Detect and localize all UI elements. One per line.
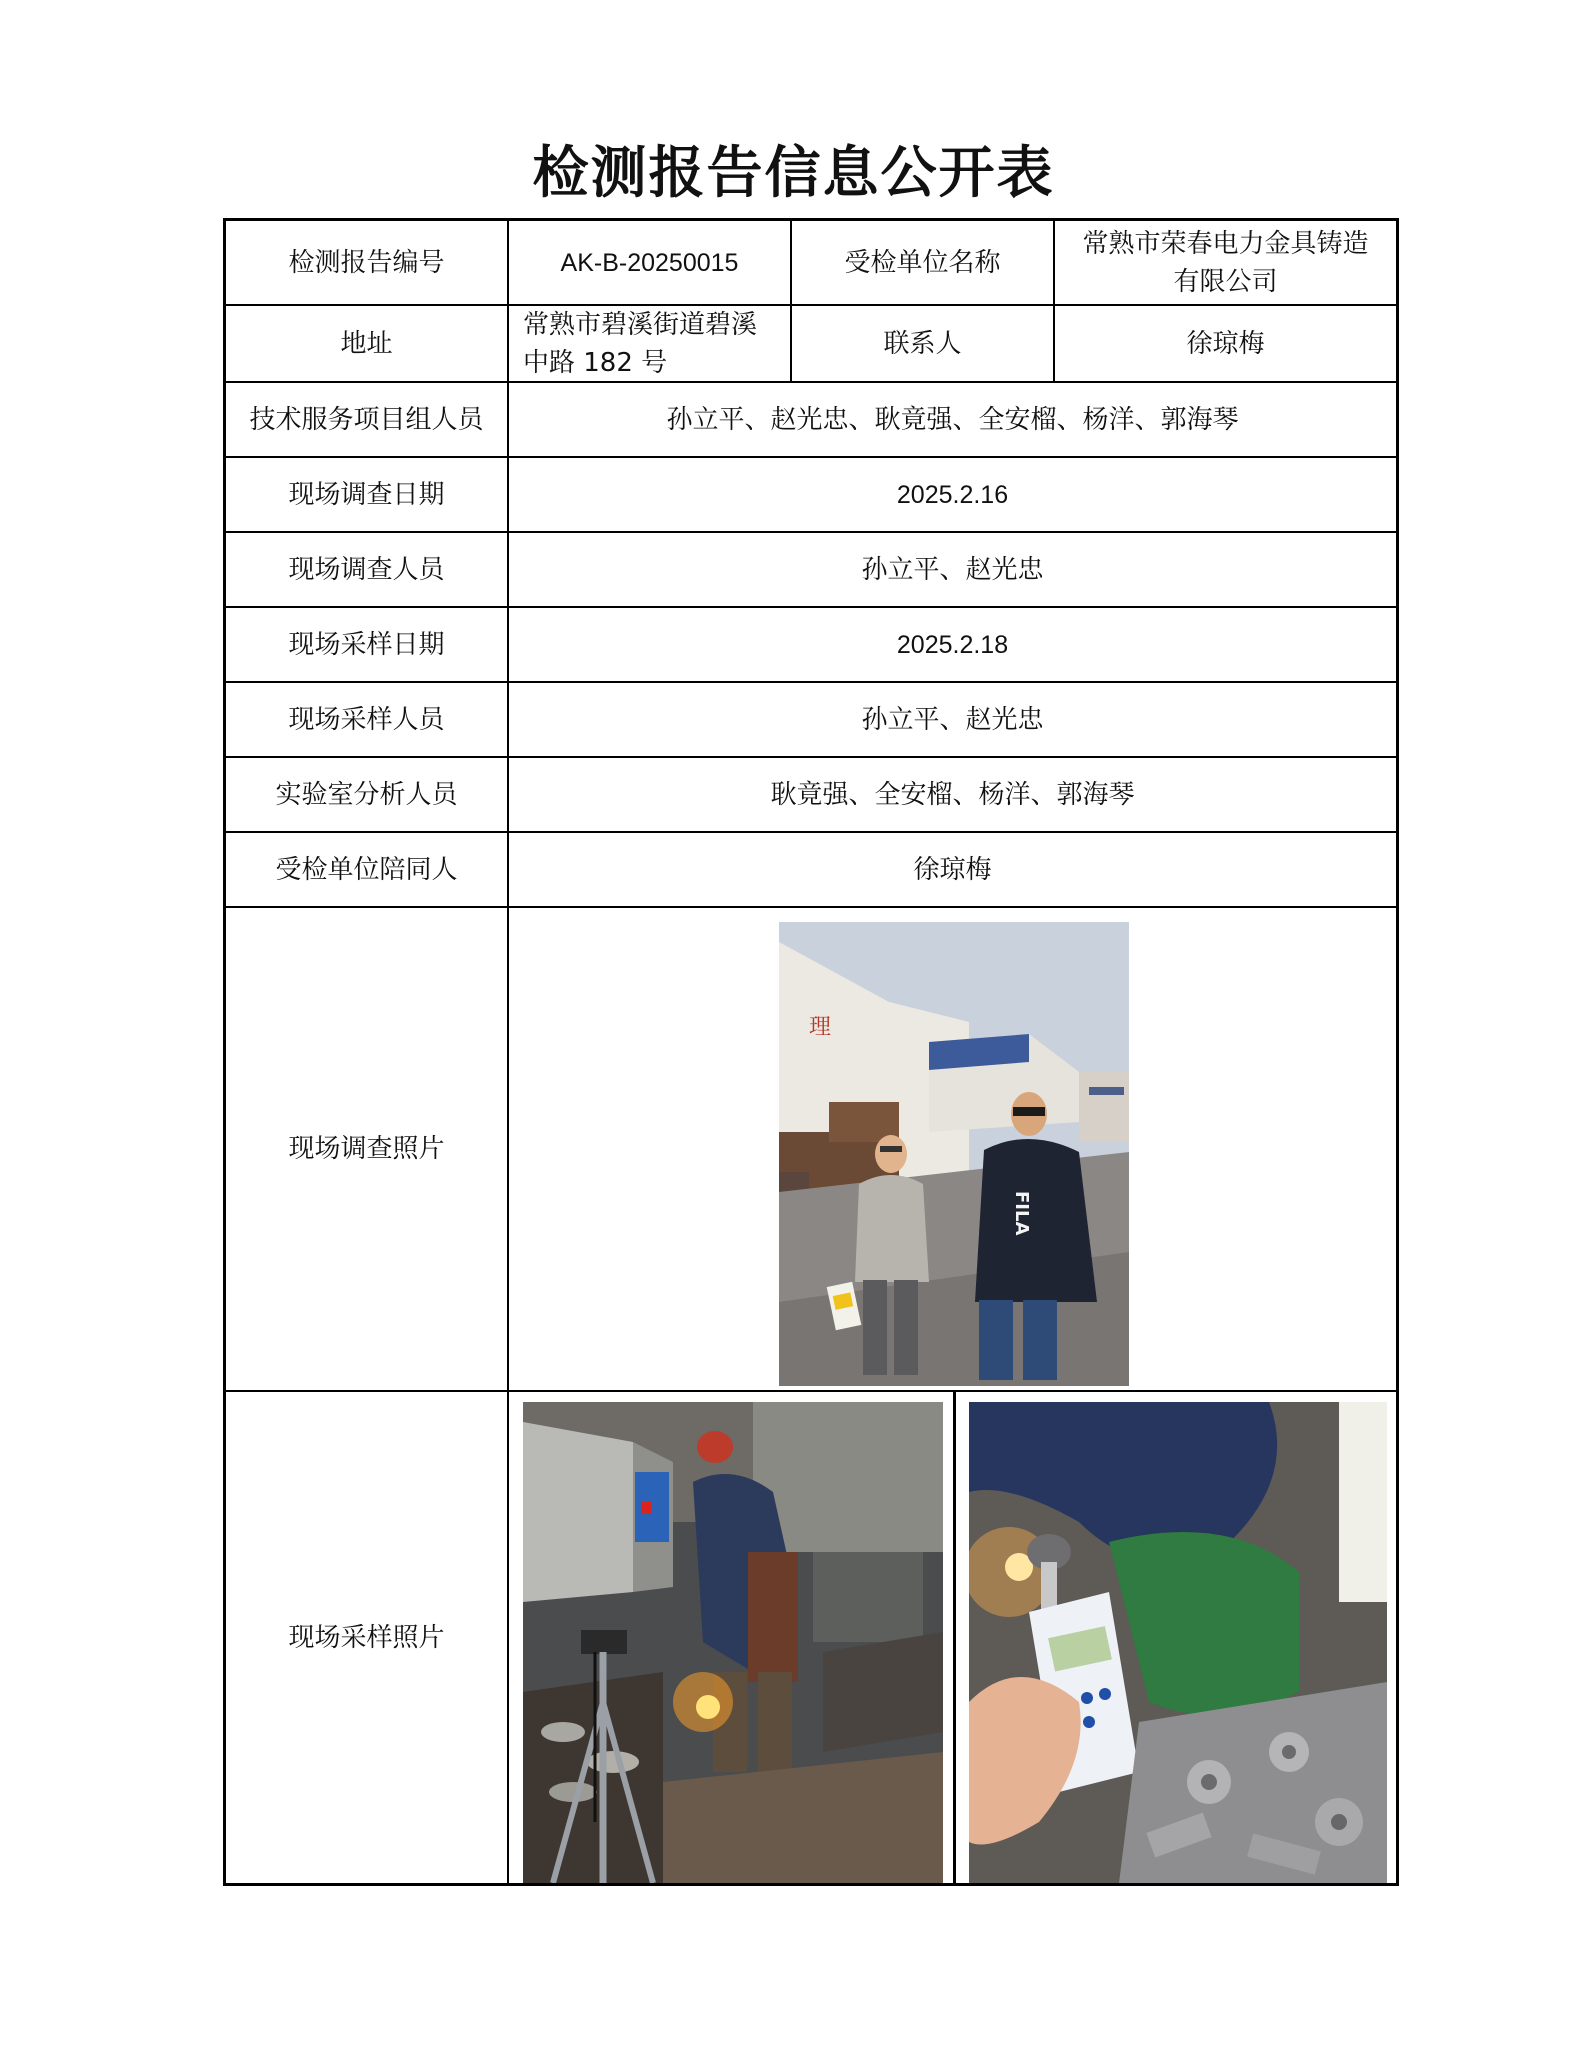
contact-value: 徐琼梅 bbox=[1186, 328, 1265, 359]
address-label: 地址 bbox=[226, 306, 509, 381]
row-lab-staff bbox=[226, 758, 1396, 833]
escort-label: 受检单位陪同人 bbox=[226, 833, 509, 906]
row-report-no bbox=[226, 221, 1396, 306]
unit-name-value: 常熟市荣春电力金具铸造有限公司 bbox=[1082, 228, 1369, 297]
survey-date-value: 2025.2.16 bbox=[896, 480, 1009, 509]
info-table bbox=[223, 218, 1399, 1886]
row-escort bbox=[226, 833, 1396, 908]
row-survey-date bbox=[226, 458, 1396, 533]
sign-text: 理 bbox=[809, 1015, 832, 1040]
unit-name-label: 受检单位名称 bbox=[792, 221, 1055, 304]
row-sampling-staff bbox=[226, 683, 1396, 758]
team-label: 技术服务项目组人员 bbox=[226, 383, 509, 456]
survey-date-label: 现场调查日期 bbox=[226, 458, 509, 531]
row-survey-staff bbox=[226, 533, 1396, 608]
address-value: 常熟市碧溪街道碧溪中路 182 号 bbox=[509, 306, 792, 381]
row-sampling-photos bbox=[226, 1392, 1396, 1883]
report-no-label: 检测报告编号 bbox=[226, 221, 509, 304]
contact-label: 联系人 bbox=[792, 306, 1055, 381]
sampling-photo-label: 现场采样照片 bbox=[226, 1392, 509, 1883]
survey-staff-label: 现场调查人员 bbox=[226, 533, 509, 606]
row-address bbox=[226, 306, 1396, 383]
photo-divider bbox=[953, 1392, 956, 1883]
survey-staff-value: 孙立平、赵光忠 bbox=[861, 554, 1044, 585]
sampling-photo-2 bbox=[969, 1402, 1387, 1883]
sampling-staff-label: 现场采样人员 bbox=[226, 683, 509, 756]
page-title: 检测报告信息公开表 bbox=[532, 141, 1055, 206]
row-sampling-date bbox=[226, 608, 1396, 683]
row-team bbox=[226, 383, 1396, 458]
lab-staff-label: 实验室分析人员 bbox=[226, 758, 509, 831]
survey-photo bbox=[779, 922, 1129, 1386]
sampling-date-label: 现场采样日期 bbox=[226, 608, 509, 681]
sampling-date-value: 2025.2.18 bbox=[896, 630, 1009, 659]
report-no-value: AK-B-20250015 bbox=[509, 221, 792, 304]
row-survey-photo bbox=[226, 908, 1396, 1392]
escort-value: 徐琼梅 bbox=[913, 854, 992, 885]
survey-photo-label: 现场调查照片 bbox=[226, 908, 509, 1390]
sampling-staff-value: 孙立平、赵光忠 bbox=[861, 704, 1044, 735]
team-value: 孙立平、赵光忠、耿竟强、全安榴、杨洋、郭海琴 bbox=[666, 404, 1239, 435]
sampling-photo-1 bbox=[523, 1402, 943, 1883]
fila-logo-text: FILA bbox=[1011, 1191, 1032, 1236]
lab-staff-value: 耿竟强、全安榴、杨洋、郭海琴 bbox=[770, 779, 1135, 810]
